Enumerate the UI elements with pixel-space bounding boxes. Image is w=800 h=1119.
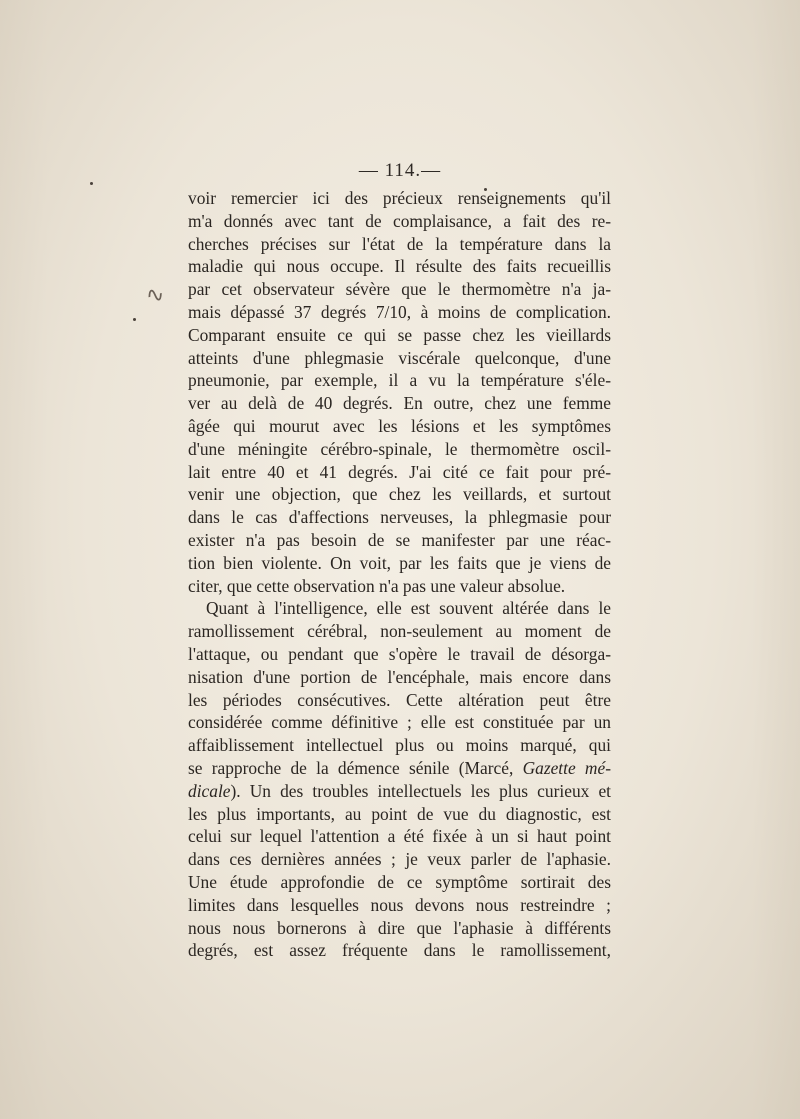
page-number: — 114.—	[358, 160, 442, 181]
text-line: les plus importants, au point de vue du diagnostic, est	[188, 803, 611, 824]
text-line: lait entre 40 et 41 degrés. J'ai cité ce fait pour pré-	[188, 461, 611, 482]
italic-citation: Gazette mé-	[522, 757, 611, 778]
text-line: cherches précises sur l'état de la température dans la	[188, 233, 611, 254]
ink-speck	[133, 318, 136, 321]
text-line: dans ces dernières années ; je veux parler de l'aphasie.	[188, 849, 611, 870]
text-line: ramollissement cérébral, non-seulement au moment de	[188, 621, 611, 642]
text-line: dans le cas d'affections nerveuses, la phlegmasie pour	[188, 507, 611, 528]
text-line: citer, que cette observation n'a pas une valeur absolue.	[188, 575, 566, 596]
text-line: limites dans lesquelles nous devons nous restreindre ;	[188, 894, 611, 915]
text-line: nous nous bornerons à dire que l'aphasie à différents	[188, 917, 611, 938]
text-line: mais dépassé 37 degrés 7/10, à moins de complication.	[188, 301, 611, 322]
paragraph-start-line: Quant à l'intelligence, elle est souvent altérée dans le	[206, 598, 611, 619]
text-line	[188, 757, 611, 780]
text-line: maladie qui nous occupe. Il résulte des faits recueillis	[188, 256, 611, 277]
text-segment: ). Un des troubles intellectuels les plus curieux et	[230, 780, 611, 801]
text-line: venir une objection, que chez les veillards, et surtout	[188, 484, 611, 505]
ink-speck	[90, 182, 93, 185]
text-line: les périodes consécutives. Cette altération peut être	[188, 689, 611, 710]
body-text	[188, 187, 611, 962]
text-line: atteints d'une phlegmasie viscérale quelconque, d'une	[188, 347, 611, 368]
margin-pencil-mark: ∿	[143, 281, 167, 310]
text-line: nisation d'une portion de l'encéphale, mais encore dans	[188, 666, 611, 687]
text-line: Une étude approfondie de ce symptôme sortirait des	[188, 871, 611, 892]
text-segment: se rapproche de la démence sénile (Marcé,	[188, 757, 523, 778]
text-line: exister n'a pas besoin de se manifester par une réac-	[188, 529, 611, 550]
text-line: âgée qui mourut avec les lésions et les symptômes	[188, 415, 611, 436]
text-line: par cet observateur sévère que le thermomètre n'a ja-	[188, 279, 611, 300]
text-line: l'attaque, ou pendant que s'opère le travail de désorga-	[188, 643, 611, 664]
text-line: celui sur lequel l'attention a été fixée à un si haut point	[188, 826, 611, 847]
text-line: ver au delà de 40 degrés. En outre, chez une femme	[188, 393, 611, 414]
text-line: tion bien violente. On voit, par les faits que je viens de	[188, 552, 611, 573]
text-line: pneumonie, par exemple, il a vu la température s'éle-	[188, 370, 611, 391]
text-line: Comparant ensuite ce qui se passe chez les vieillards	[188, 324, 611, 345]
text-line: voir remercier ici des précieux renseignements qu'il	[188, 188, 611, 208]
text-line: affaiblissement intellectuel plus ou moins marqué, qui	[188, 735, 611, 756]
text-line: d'une méningite cérébro-spinale, le thermomètre oscil-	[188, 438, 611, 459]
italic-citation: dicale	[188, 780, 231, 801]
text-line: considérée comme définitive ; elle est constituée par un	[188, 712, 611, 733]
text-line	[188, 780, 611, 803]
text-line: degrés, est assez fréquente dans le ramollissement,	[188, 940, 611, 961]
text-line: m'a donnés avec tant de complaisance, a fait des re-	[188, 210, 611, 231]
